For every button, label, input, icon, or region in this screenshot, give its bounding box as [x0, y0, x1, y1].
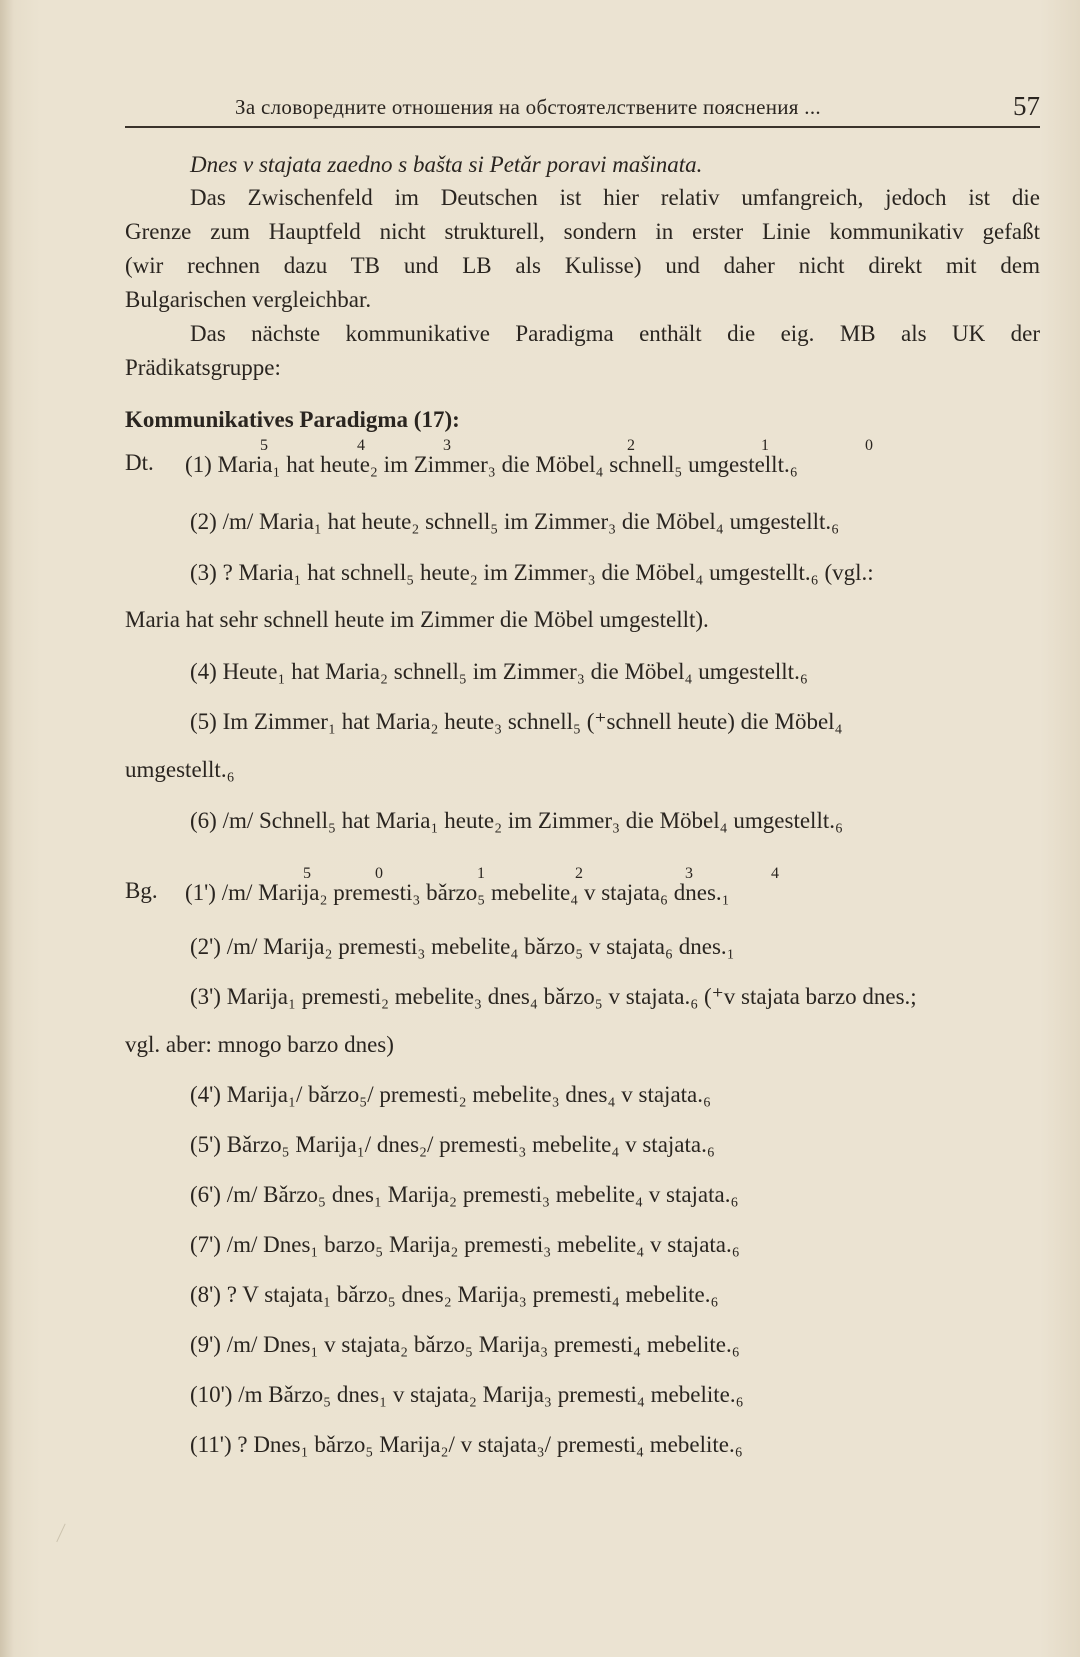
dt-position-mark: 1: [761, 437, 769, 454]
dt-example-5-continuation: umgestellt.₆: [125, 757, 235, 782]
paragraph-1-line-4: Bulgarischen vergleichbar.: [125, 287, 372, 312]
dt-example-3-continuation: Maria hat sehr schnell heute im Zimmer die Möbel umgestellt).: [125, 607, 709, 632]
bg-example-2: (2') /m/ Marija₂ premesti₃ mebelite₄ bǎrzo₅ v stajata₆ dnes.₁: [190, 934, 735, 959]
bg-position-mark: 1: [477, 865, 485, 882]
bg-example-10: (10') /m Bǎrzo₅ dnes₁ v stajata₂ Marija₃ premesti₄ mebelite.₆: [190, 1382, 744, 1407]
dt-language-label: Dt.: [125, 450, 154, 475]
bg-example-1: (1') /m/ Marija₂ premesti₃ bǎrzo₅ mebelite₄ v stajata₆ dnes.₁: [185, 880, 730, 905]
bg-position-mark: 0: [375, 865, 383, 882]
dt-position-mark: 2: [627, 437, 635, 454]
paragraph-1-line-3: (wir rechnen dazu TB und LB als Kulisse) und daher nicht direkt mit dem: [125, 253, 1040, 278]
bg-example-6: (6') /m/ Bǎrzo₅ dnes₁ Marija₂ premesti₃ mebelite₄ v stajata.₆: [190, 1182, 739, 1207]
dt-example-2: (2) /m/ Maria₁ hat heute₂ schnell₅ im Zimmer₃ die Möbel₄ umgestellt.₆: [190, 509, 840, 534]
bg-language-label: Bg.: [125, 878, 158, 903]
running-title: За словоредните отношения на обстоятелствените пояснения ...: [235, 95, 821, 119]
bg-example-9: (9') /m/ Dnes₁ v stajata₂ bǎrzo₅ Marija₃ premesti₄ mebelite.₆: [190, 1332, 740, 1357]
paper-mark: [56, 1524, 74, 1547]
bg-example-3: (3') Marija₁ premesti₂ mebelite₃ dnes₄ bǎrzo₅ v stajata.₆ (⁺v stajata barzo dnes.;: [190, 984, 917, 1009]
paragraph-2-line-2: Prädikatsgruppe:: [125, 355, 281, 380]
paragraph-2-line-1: Das nächste kommunikative Paradigma enthält die eig. MB als UK der: [190, 321, 1040, 346]
example-sentence: Dnes v stajata zaedno s bašta si Petǎr poravi mašinata.: [190, 152, 703, 177]
page-number: 57: [1013, 91, 1040, 121]
dt-example-1: (1) Maria₁ hat heute₂ im Zimmer₃ die Möbel₄ schnell₅ umgestellt.₆: [185, 452, 798, 477]
dt-example-4: (4) Heute₁ hat Maria₂ schnell₅ im Zimmer₃ die Möbel₄ umgestellt.₆: [190, 659, 808, 684]
bg-position-mark: 4: [771, 865, 779, 882]
bg-example-3-continuation: vgl. aber: mnogo barzo dnes): [125, 1032, 394, 1057]
bg-position-mark: 2: [575, 865, 583, 882]
bg-position-mark: 5: [303, 865, 311, 882]
bg-example-8: (8') ? V stajata₁ bǎrzo₅ dnes₂ Marija₃ premesti₄ mebelite.₆: [190, 1282, 719, 1307]
page-header: [125, 92, 1040, 128]
bg-position-mark: 3: [685, 865, 693, 882]
dt-example-5: (5) Im Zimmer₁ hat Maria₂ heute₃ schnell₅ (⁺schnell heute) die Möbel₄: [190, 709, 843, 734]
bg-example-7: (7') /m/ Dnes₁ barzo₅ Marija₂ premesti₃ mebelite₄ v stajata.₆: [190, 1232, 740, 1257]
bg-example-5: (5') Bǎrzo₅ Marija₁/ dnes₂/ premesti₃ mebelite₄ v stajata.₆: [190, 1132, 715, 1157]
paragraph-1-line-1: Das Zwischenfeld im Deutschen ist hier relativ umfangreich, jedoch ist die: [190, 185, 1040, 210]
dt-position-mark: 3: [443, 437, 451, 454]
dt-example-3: (3) ? Maria₁ hat schnell₅ heute₂ im Zimmer₃ die Möbel₄ umgestellt.₆ (vgl.:: [190, 560, 874, 585]
dt-position-mark: 0: [865, 437, 873, 454]
dt-example-6: (6) /m/ Schnell₅ hat Maria₁ heute₂ im Zimmer₃ die Möbel₄ umgestellt.₆: [190, 808, 843, 833]
bg-example-11: (11') ? Dnes₁ bǎrzo₅ Marija₂/ v stajata₃/ premesti₄ mebelite.₆: [190, 1432, 743, 1457]
bg-example-4: (4') Marija₁/ bǎrzo₅/ premesti₂ mebelite₃ dnes₄ v stajata.₆: [190, 1082, 712, 1107]
section-heading: Kommunikatives Paradigma (17):: [125, 407, 460, 432]
dt-position-mark: 4: [357, 437, 365, 454]
paragraph-1-line-2: Grenze zum Hauptfeld nicht strukturell, sondern in erster Linie kommunikativ gefaßt: [125, 219, 1040, 244]
dt-position-mark: 5: [260, 437, 268, 454]
